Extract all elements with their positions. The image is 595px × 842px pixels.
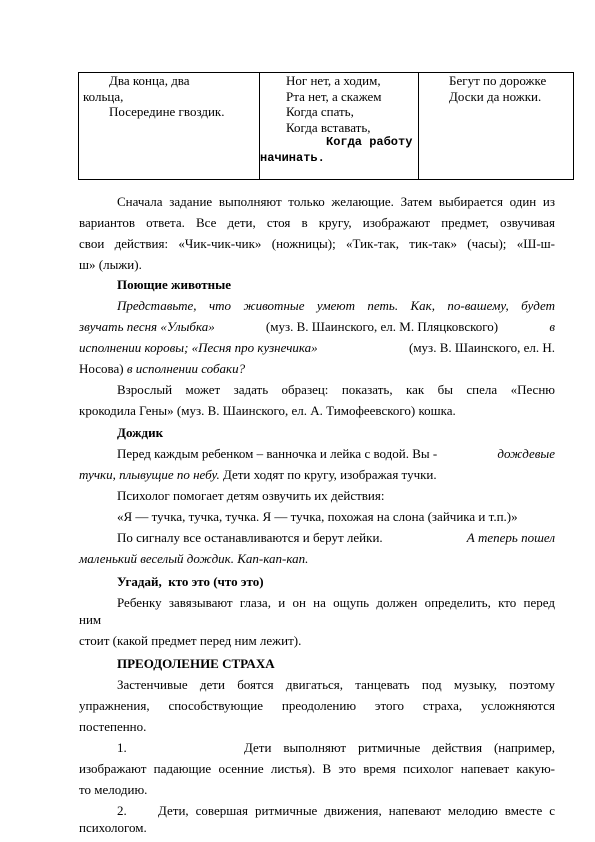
text-line: крокодила Гены» (муз. В. Шаинского, ел. А. Тимофеевского) кошка.	[79, 403, 456, 418]
text-line: постепенно.	[79, 719, 147, 734]
riddle-line: Бегут по дорожке	[449, 73, 547, 88]
riddle-cell-clock	[260, 73, 419, 180]
riddles-table	[78, 72, 574, 180]
text-span: (муз. В. Шаинского, ел. Н.	[409, 340, 555, 355]
riddle-cell-scissors	[79, 73, 260, 180]
riddle-line: Посередине гвоздик.	[109, 104, 225, 119]
text-span: Перед каждым ребенком – ванночка и лейка с водой. Вы -	[117, 446, 438, 461]
text-line: ш» (лыжи).	[79, 257, 142, 272]
riddle-line: Когда работу	[326, 135, 413, 149]
riddle-line: Доски да ножки.	[449, 88, 542, 104]
text-span: исполнении коровы; «Песня про кузнечика»	[79, 340, 318, 355]
text-line: маленький веселый дождик. Кап-кап-кап.	[79, 551, 309, 566]
text-line	[79, 467, 437, 482]
text-line: то мелодию.	[79, 782, 148, 797]
text-line	[79, 319, 555, 334]
riddle-line: Рта нет, а скажем	[286, 88, 382, 104]
section-heading: Угадай, кто это (что это)	[117, 574, 264, 589]
text-line: Представьте, что животные умеют петь. Как, по-вашему, будет	[117, 298, 555, 313]
text-span: По сигналу все останавливаются и берут лейки.	[117, 530, 383, 545]
riddle-line: Когда спать,	[286, 104, 354, 119]
text-span: тучки, плывущие по небу.	[79, 467, 220, 482]
riddle-line: кольца,	[83, 88, 124, 104]
list-number: 2.	[117, 803, 127, 818]
text-span: в исполнении собаки?	[126, 361, 246, 376]
text-line: Дети выполняют ритмичные действия (например,	[244, 740, 555, 755]
text-line	[79, 361, 245, 376]
text-span: (муз. В. Шаинского, ел. М. Пляцковского)	[265, 319, 499, 334]
section-heading: ПРЕОДОЛЕНИЕ СТРАХА	[117, 656, 275, 671]
riddle-line: Два конца, два	[109, 73, 190, 88]
riddle-line: Ног нет, а ходим,	[286, 73, 381, 88]
text-line: Застенчивые дети боятся двигаться, танцевать под музыку, поэтому	[117, 677, 555, 692]
text-line: ним	[79, 612, 102, 627]
text-line: Ребенку завязывают глаза, и он на ощупь должен определить, кто перед	[117, 595, 555, 610]
riddle-line: Когда вставать,	[286, 119, 371, 135]
list-number: 1.	[117, 740, 127, 755]
text-line	[79, 340, 555, 355]
text-line: «Я — тучка, тучка, тучка. Я — тучка, похожая на слона (зайчика и т.п.)»	[117, 509, 518, 524]
text-span: Дети ходят по кругу, изображая тучки.	[219, 467, 437, 482]
text-span: А теперь пошел	[466, 530, 555, 545]
text-span: дождевые	[497, 446, 555, 461]
text-line: психологом.	[79, 820, 147, 835]
text-line: Психолог помогает детям озвучить их действия:	[117, 488, 385, 503]
text-span: звучать песня «Улыбка»	[79, 319, 215, 334]
riddle-line: начинать.	[260, 150, 325, 165]
text-span: в	[549, 319, 555, 334]
text-line	[117, 530, 555, 545]
section-heading: Поющие животные	[117, 277, 232, 292]
table-row	[79, 73, 574, 180]
text-line: стоит (какой предмет перед ним лежит).	[79, 633, 302, 648]
text-line	[117, 446, 555, 461]
text-line: свои действия: «Чик-чик-чик» (ножницы); «Тик-так, тик-так» (часы); «Ш-ш-	[79, 236, 555, 251]
text-line: Взрослый может задать образец: показать, как бы спела «Песню	[117, 382, 555, 397]
riddle-cell-skis	[419, 73, 574, 180]
text-line: Сначала задание выполняют только желающие. Затем выбирается один из	[117, 194, 555, 209]
text-span: Носова)	[79, 361, 127, 376]
text-line: вариантов ответа. Все дети, стоя в кругу, изображают предмет, озвучивая	[79, 215, 555, 230]
text-line: изображают падающие осенние листья). В это время психолог напевает какую-	[79, 761, 555, 776]
section-heading: Дождик	[117, 425, 164, 440]
text-line: Дети, совершая ритмичные движения, напевают мелодию вместе с	[158, 803, 555, 818]
text-line: упражнения, способствующие преодолению этого страха, усложняются	[79, 698, 555, 713]
